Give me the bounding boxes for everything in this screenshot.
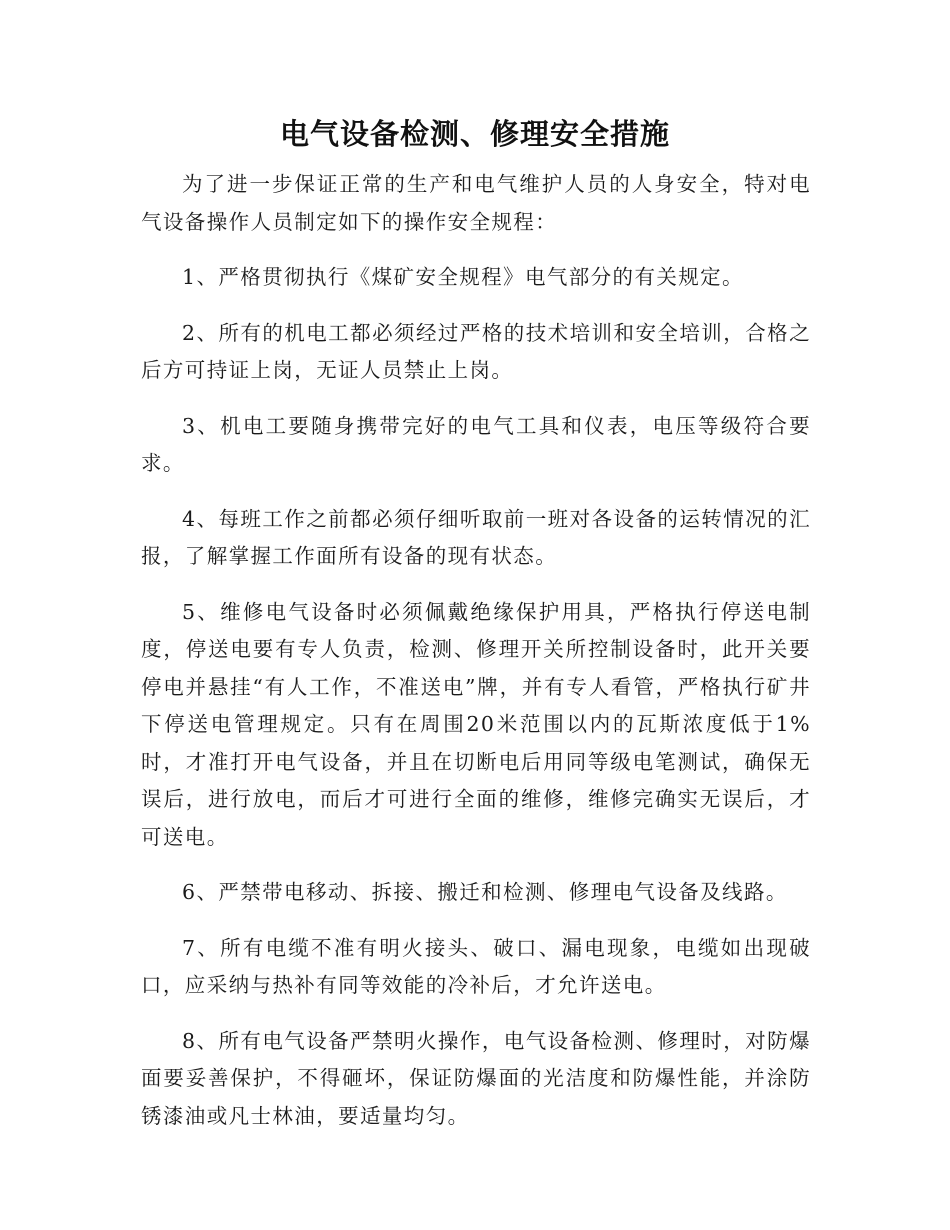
rule-paragraph-1: 1、严格贯彻执行《煤矿安全规程》电气部分的有关规定。 <box>182 265 744 289</box>
rule-paragraph-2: 2、所有的机电工都必须经过严格的技术培训和安全培训，合格之后方可持证上岗，无证人员禁止上岗。 <box>141 320 811 382</box>
intro-paragraph: 为了进一步保证正常的生产和电气维护人员的人身安全，特对电气设备操作人员制定如下的操作安全规程： <box>141 172 811 234</box>
rule-paragraph-7: 7、所有电缆不准有明火接头、破口、漏电现象，电缆如出现破口，应采纳与热补有同等效能的冷补后，才允许送电。 <box>141 935 811 997</box>
rule-paragraph-3: 3、机电工要随身携带完好的电气工具和仪表，电压等级符合要求。 <box>141 413 811 475</box>
rule-paragraph-6: 6、严禁带电移动、拆接、搬迁和检测、修理电气设备及线路。 <box>182 880 788 904</box>
document-title: 电气设备检测、修理安全措施 <box>279 117 670 151</box>
document-body <box>141 166 811 1153</box>
rule-paragraph-8: 8、所有电气设备严禁明火操作，电气设备检测、修理时，对防爆面要妥善保护，不得砸坏，保证防爆面的光洁度和防爆性能，并涂防锈漆油或凡士林油，要适量均匀。 <box>141 1028 811 1128</box>
rule-paragraph-4: 4、每班工作之前都必须仔细听取前一班对各设备的运转情况的汇报，了解掌握工作面所有设备的现有状态。 <box>141 506 811 568</box>
rule-paragraph-5: 5、维修电气设备时必须佩戴绝缘保护用具，严格执行停送电制度，停送电要有专人负责，检测、修理开关所控制设备时，此开关要停电并悬挂“有人工作，不准送电”牌，并有专人看管，严格执行矿井下停送电管理规定。只有在周围20米范围以内的瓦斯浓度低于1%时，才准打开电气设备，并且在切断电后用同等级电笔测试，确保无误后，进行放电，而后才可进行全面的维修，维修完确实无误后，才可送电。 <box>141 599 811 849</box>
